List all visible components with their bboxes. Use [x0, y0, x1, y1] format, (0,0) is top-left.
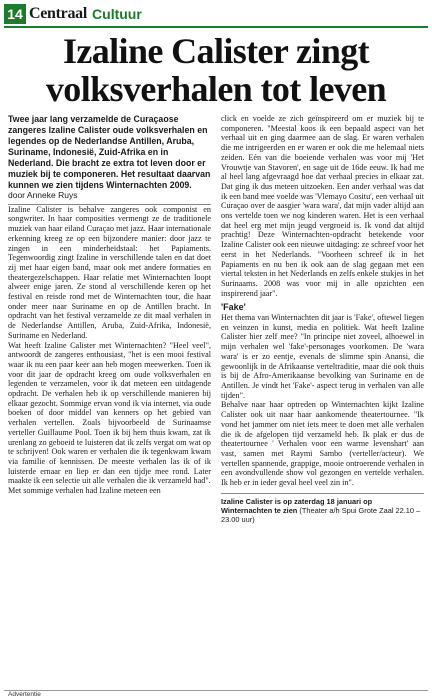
- page-header: [4, 3, 428, 25]
- subheading: 'Fake': [221, 302, 246, 313]
- body-paragraph: Het thema van Winternachten dit jaar is 'Fake', oftewel liegen en veinzen in kunst, media en politiek. Wat heeft Izaline Calister hier zelf mee? "In principe niet zoveel, alhoewel in mijn verhalen wel 'fake'-personages voorkomen. De 'wara wara' is er zo eentje, evenals de slimme spin Anansi, die gewoonlijk in de Afrikaanse verteltraditie, maar die ook thuis is bij de Afro-Amerikaanse bevolking van Suriname en de Antillen. Je vindt het 'Fake'- aspect terug in verhalen van alle tijden".: [221, 313, 424, 400]
- headline: Izaline Calister zingt volksverhalen tot leven: [45, 31, 387, 109]
- body-paragraph: Izaline Calister is behalve zangeres ook componist en songwriter. In haar composities vermengt ze de traditionele muziek van haar eiland Curaçao met jazz. Haar internationale erkenning kreeg ze op een bijzondere manier: door jazz te zingen in een minderheidstaal: het Papiaments. Tegenwoordig zingt Izaline in verschillende talen en dat doet zij met haar eigen band, maar ook met andere formaties en theatergezelschappen. Haar relatie met Winternachten loopt alweer enige jaren. Ze stond al verschillende keren op het festival en reisde rond met de Winternachten tour, die haar onder meer naar Suriname en op de Antillen bracht. In opdracht van het festival verzamelde ze dit maal verhalen in de Nederlandse Antillen, Aruba, Zuid-Afrika, Indonesië, Suriname en Nederland.: [8, 204, 211, 340]
- column-right: [221, 114, 424, 666]
- byline: door Anneke Ruys: [8, 191, 211, 205]
- footnote-rest: (Theater a/h Spui Grote Zaal 22.10 – 23.00 uur): [221, 505, 421, 524]
- footnote-lead: Izaline Calister is op zaterdag 18 januari op Winternachten te zien: [221, 496, 373, 515]
- column-left: [8, 114, 211, 666]
- body-paragraph: Wat heeft Izaline Calister met Winternachten? "Heel veel", antwoordt de zangeres enthousiast, "het is een mooi festival waar ik nu een paar keer aan heb mogen meewerken. Toen ik voor dit jaar de opdracht kreeg om oude volksverhalen en legenden te verzamelen, voor ik dat meteen een uitdagende opdracht. De verhalen heb ik op verschillende manieren bij elkaar gezocht. Sommige ervan vond ik via internet, via oude boeken of door middel van kenners op het gebied van verhalen vertellen. Zoals bijvoorbeeld de Surinaamse verteller Guillaume Pool. Toen ik bij hem thuis kwam, zat ik urenlang zo geboeid te luisteren dat ik zelfs vergat om wat op te schrijven! Ook waren er verhalen die ik tegenkwam kwam via familie of kennissen. De meeste verhalen las ik of ik luisterde ernaar en liep er dan een tijdje mee rond. Later maakte ik een selectie uit alle verhalen die ik verzameld had".: [8, 340, 211, 486]
- intro-paragraph: Twee jaar lang verzamelde de Curaçaose zangeres Izaline Calister oude volksverhalen en legendes op de Nederlandse Antillen, Aruba, Suriname, Indonesië, Zuid-Afrika en in Nederland. Die bracht ze extra tot leven door er muziek bij te componeren. Het resultaat daarvan kunnen we zien tijdens Winternachten 2009.: [8, 114, 211, 190]
- page-number: 14: [4, 4, 26, 24]
- article-columns: [8, 114, 424, 666]
- header-rule: [4, 26, 428, 28]
- body-paragraph: Behalve naar haar optreden op Winternachten kijkt Izaline Calister ook uit naar haar aankomende theatertournee. "Ik vond het jammer om niet iets meer te doen met alle verhalen die ik de afgelopen tijd verzameld heb. Ik plak er dus de theatertournee ' Verhalen voor een warme levenshart' aan vast, samen met Raymi Sambo (verteller/acteur). We vertellen spannende, grappige, mooie ontroerende verhalen in een avondvullende show vol gezongen en vertelde verhalen. Ik heb er in ieder geval heel veel zin in".: [221, 400, 424, 488]
- section-name: Cultuur: [92, 6, 142, 22]
- body-paragraph: click en voelde ze zich geïnspireerd om er muziek bij te componeren. "Meestal koos ik een bepaald aspect van het verhaal uit en ging daarmee aan de slag. Er waren verhalen die me intrigeerden en er waren er ook die me helemaal niets zeiden. Eén van die boeiende verhalen was voor mij 'Het Vrouwtje van Stavoren', en sage uit de 16de eeuw. Ik had me al heel lang afgevraagd hoe dat verhaal precies in elkaar zat. Dat ging ik dus meteen uitzoeken. Een ander verhaal was dat ik een band mee voelde was 'Vlemayo Cositu', een verhaal uit Curaçao over de aasgier 'wara wara', dat mijn vader altijd aan ons vertelde toen we nog kinderen waren. Het is een verhaal dat heel erg met mijn jeugd vergroeid is. Ik vond dat altijd prachtig! Deze Winternachten-opdracht betekende voor Izaline Calister ook een nieuwe uitdaging: ze schreef voor het eerst in het Nederlands. "Voorheen schreef ik in het Papiaments en nu ben ik ook aan de slag gegaan met een viertal teksten in het Nederlands en zelfs enkele stukjes in het Surinaams. 2008 was voor mij in alle opzichten een inspirerend jaar".: [221, 114, 424, 298]
- paper-name: Centraal: [29, 5, 88, 22]
- body-paragraph: Met sommige verhalen had Izaline meteen een: [8, 486, 161, 496]
- event-footnote: [221, 493, 424, 524]
- advertisement-label: Advertentie: [8, 691, 41, 698]
- bottom-rule: [4, 690, 428, 691]
